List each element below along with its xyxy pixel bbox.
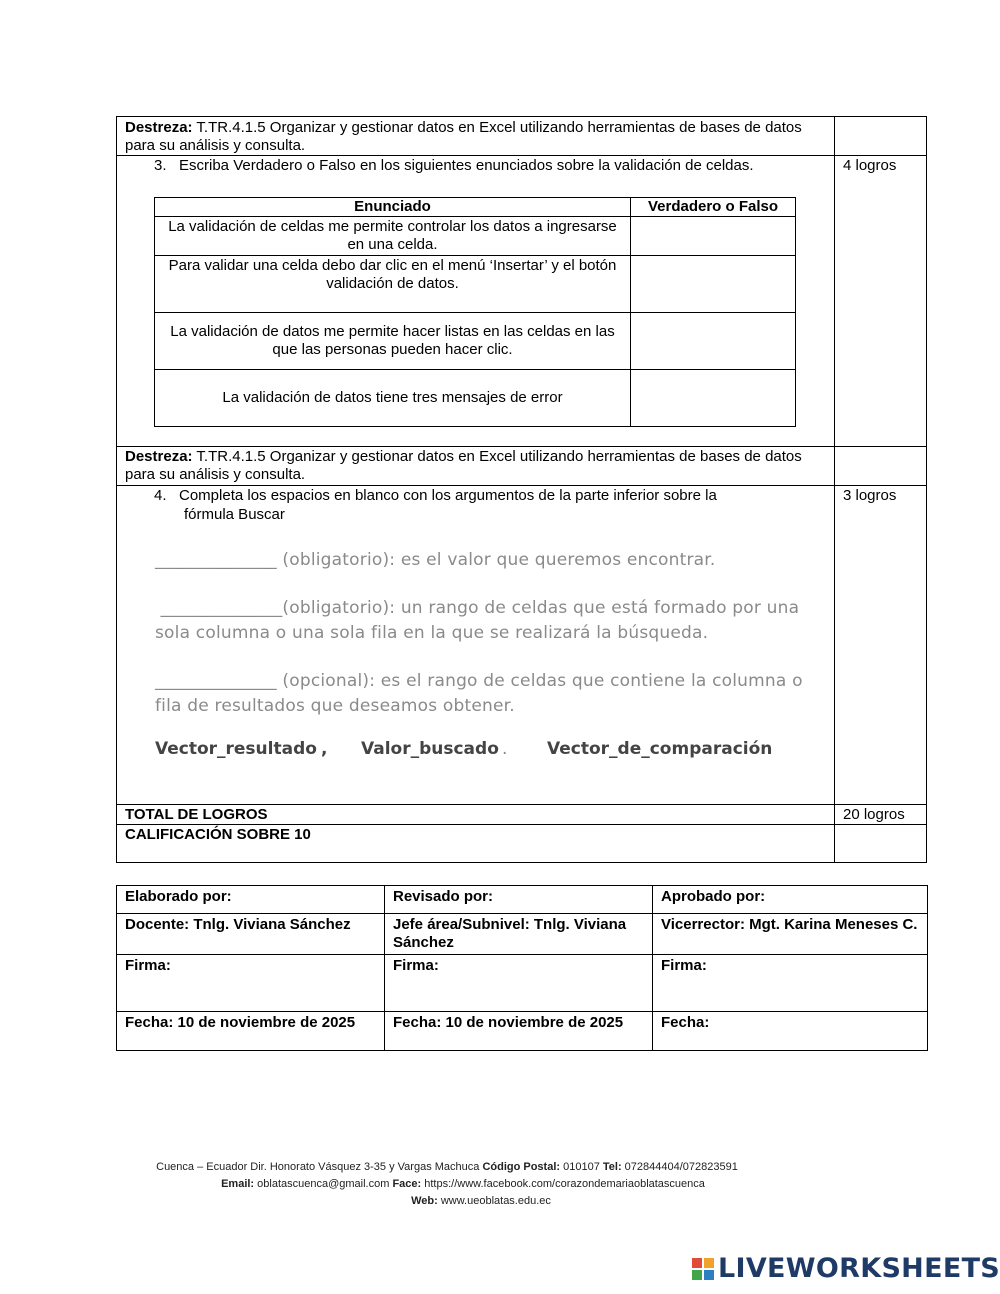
tel-number: 072844404/072823591	[621, 1161, 738, 1173]
option-vector-de-comparacion[interactable]: Vector_de_comparación	[547, 739, 773, 759]
option-vector-resultado[interactable]: Vector_resultado	[155, 739, 317, 759]
revisado-label: Revisado por:	[385, 886, 653, 914]
destreza-label: Destreza:	[125, 119, 193, 136]
question-3: 3. Escriba Verdadero o Falso en los siguientes enunciados sobre la validación de celdas.	[154, 157, 754, 174]
answer-cell-4[interactable]	[631, 370, 796, 427]
elaborado-label: Elaborado por:	[117, 886, 385, 914]
logo-blocks-icon	[692, 1258, 714, 1280]
blank-1[interactable]: ______________ (obligatorio): es el valor que queremos encontrar.	[155, 550, 716, 570]
vicerrector-name: Vicerrector: Mgt. Karina Meneses C.	[653, 914, 928, 955]
postal-label: Código Postal:	[482, 1161, 561, 1173]
footer-address-text: Cuenca – Ecuador Dir. Honorato Vásquez 3-35 y Vargas Machuca	[156, 1161, 483, 1173]
grade-label: CALIFICACIÓN SOBRE 10	[125, 826, 311, 843]
email-address: oblatascuenca@gmail.com	[254, 1178, 393, 1190]
liveworksheets-logo	[692, 1254, 1000, 1284]
destreza-1	[125, 119, 830, 155]
question-4-points: 3 logros	[843, 487, 897, 504]
email-label: Email:	[221, 1178, 255, 1190]
blank-3-line1[interactable]: ______________ (opcional): es el rango de celdas que contiene la columna o	[155, 671, 803, 691]
logo-block-yellow	[704, 1258, 714, 1268]
statement-3: La validación de datos me permite hacer listas en las celdas en las que las personas pueden hacer clic.	[155, 313, 631, 370]
statement-1: La validación de celdas me permite controlar los datos a ingresarse en una celda.	[155, 217, 631, 256]
facebook-url: https://www.facebook.com/corazondemariaoblatascuenca	[421, 1178, 705, 1190]
fecha-2: Fecha: 10 de noviembre de 2025	[385, 1012, 653, 1051]
logo-text: LIVEWORKSHEETS	[718, 1253, 1000, 1284]
firma-2: Firma:	[385, 955, 653, 1012]
statement-4: La validación de datos tiene tres mensajes de error	[155, 370, 631, 427]
tel-label: Tel:	[602, 1161, 622, 1173]
blank-2-line1[interactable]: ______________(obligatorio): un rango de celdas que está formado por una	[155, 598, 800, 618]
true-false-table	[154, 197, 796, 427]
answer-cell-2[interactable]	[631, 256, 796, 313]
statement-2: Para validar una celda debo dar clic en el menú ‘Insertar’ y el botón validación de datos.	[155, 256, 631, 313]
option-separator-dot: .	[502, 739, 508, 759]
destreza-2	[125, 448, 830, 484]
web-label: Web:	[411, 1195, 438, 1207]
footer-address	[0, 1159, 894, 1176]
footer-web	[0, 1193, 962, 1210]
signatures-table	[116, 885, 928, 1051]
answer-cell-1[interactable]	[631, 217, 796, 256]
total-label: TOTAL DE LOGROS	[125, 806, 268, 823]
docente-name: Docente: Tnlg. Viviana Sánchez	[117, 914, 385, 955]
jefe-area-name: Jefe área/Subnivel: Tnlg. Viviana Sánchez	[385, 914, 653, 955]
question-4-line1: 4. Completa los espacios en blanco con los argumentos de la parte inferior sobre la	[154, 487, 717, 504]
fecha-3: Fecha:	[653, 1012, 928, 1051]
grade-value[interactable]	[843, 826, 923, 860]
footer-contact	[0, 1176, 926, 1193]
option-valor-buscado[interactable]: Valor_buscado	[361, 739, 499, 759]
blank-2-line2: sola columna o una sola fila en la que se realizará la búsqueda.	[155, 623, 709, 643]
logo-block-blue	[704, 1270, 714, 1280]
aprobado-label: Aprobado por:	[653, 886, 928, 914]
destreza-text: T.TR.4.1.5 Organizar y gestionar datos en Excel utilizando herramientas de bases de datos para su análisis y consulta.	[125, 448, 802, 483]
option-separator-comma: ,	[321, 739, 328, 759]
logo-block-red	[692, 1258, 702, 1268]
web-url: www.ueoblatas.edu.ec	[437, 1195, 551, 1207]
question-3-points: 4 logros	[843, 157, 897, 174]
fecha-1: Fecha: 10 de noviembre de 2025	[117, 1012, 385, 1051]
header-enunciado: Enunciado	[155, 198, 631, 217]
firma-1: Firma:	[117, 955, 385, 1012]
logo-block-green	[692, 1270, 702, 1280]
destreza-label: Destreza:	[125, 448, 193, 465]
answer-cell-3[interactable]	[631, 313, 796, 370]
face-label: Face:	[392, 1178, 422, 1190]
firma-3: Firma:	[653, 955, 928, 1012]
postal-code: 010107	[560, 1161, 603, 1173]
total-value: 20 logros	[843, 806, 905, 823]
question-4-line2: fórmula Buscar	[184, 506, 285, 523]
destreza-text: T.TR.4.1.5 Organizar y gestionar datos en Excel utilizando herramientas de bases de datos para su análisis y consulta.	[125, 119, 802, 154]
header-verdadero-falso: Verdadero o Falso	[631, 198, 796, 217]
blank-3-line2: fila de resultados que deseamos obtener.	[155, 696, 515, 716]
